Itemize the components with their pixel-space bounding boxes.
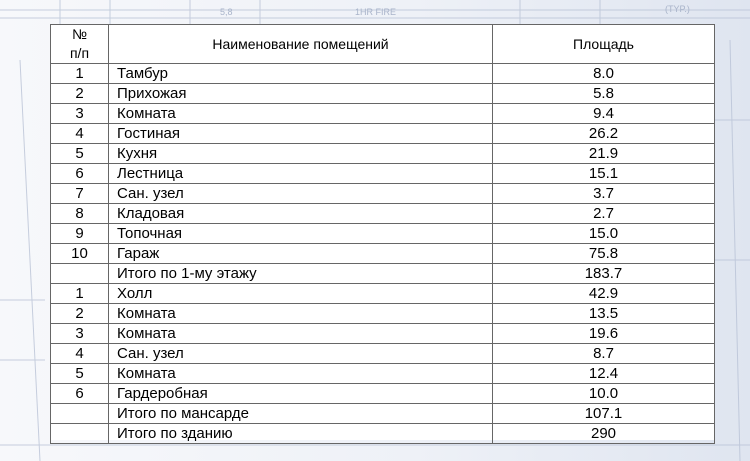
row-name-cell: Комната bbox=[109, 324, 493, 344]
row-number-cell: 6 bbox=[51, 384, 109, 404]
row-number-cell: 8 bbox=[51, 204, 109, 224]
row-name-cell: Сан. узел bbox=[109, 344, 493, 364]
row-name-cell: Лестница bbox=[109, 164, 493, 184]
row-area-cell: 290 bbox=[493, 424, 715, 444]
row-area-cell: 8.7 bbox=[493, 344, 715, 364]
row-name-cell: Гостиная bbox=[109, 124, 493, 144]
rooms-table bbox=[50, 24, 715, 444]
drawing-label-typ: (TYP.) bbox=[665, 4, 690, 14]
table-row bbox=[51, 384, 715, 404]
row-area-cell: 26.2 bbox=[493, 124, 715, 144]
row-name-cell: Холл bbox=[109, 284, 493, 304]
row-area-cell: 21.9 bbox=[493, 144, 715, 164]
table-body bbox=[51, 64, 715, 444]
row-name-cell: Итого по 1-му этажу bbox=[109, 264, 493, 284]
row-number-cell: 4 bbox=[51, 124, 109, 144]
row-area-cell: 12.4 bbox=[493, 364, 715, 384]
row-name-cell: Сан. узел bbox=[109, 184, 493, 204]
row-area-cell: 15.0 bbox=[493, 224, 715, 244]
table-row bbox=[51, 404, 715, 424]
row-number-cell: 2 bbox=[51, 304, 109, 324]
row-name-cell: Итого по зданию bbox=[109, 424, 493, 444]
row-number-cell: 1 bbox=[51, 284, 109, 304]
row-area-cell: 75.8 bbox=[493, 244, 715, 264]
row-area-cell: 10.0 bbox=[493, 384, 715, 404]
table-row bbox=[51, 324, 715, 344]
header-number-symbol: № bbox=[71, 26, 88, 42]
rooms-table-container bbox=[50, 24, 714, 440]
row-number-cell: 9 bbox=[51, 224, 109, 244]
table-row bbox=[51, 264, 715, 284]
table-header-row bbox=[51, 25, 715, 64]
row-name-cell: Кладовая bbox=[109, 204, 493, 224]
drawing-label-number: 5,8 bbox=[220, 7, 233, 17]
table-row bbox=[51, 204, 715, 224]
row-area-cell: 19.6 bbox=[493, 324, 715, 344]
row-number-cell: 3 bbox=[51, 324, 109, 344]
header-number-abbr: п/п bbox=[69, 45, 90, 61]
header-area: Площадь bbox=[493, 25, 715, 64]
row-name-cell: Гардеробная bbox=[109, 384, 493, 404]
table-row bbox=[51, 424, 715, 444]
table-row bbox=[51, 124, 715, 144]
row-number-cell bbox=[51, 264, 109, 284]
row-name-cell: Кухня bbox=[109, 144, 493, 164]
row-number-cell: 6 bbox=[51, 164, 109, 184]
table-row bbox=[51, 84, 715, 104]
row-name-cell: Тамбур bbox=[109, 64, 493, 84]
row-area-cell: 2.7 bbox=[493, 204, 715, 224]
row-area-cell: 13.5 bbox=[493, 304, 715, 324]
row-number-cell: 2 bbox=[51, 84, 109, 104]
row-area-cell: 15.1 bbox=[493, 164, 715, 184]
row-area-cell: 5.8 bbox=[493, 84, 715, 104]
row-number-cell bbox=[51, 424, 109, 444]
row-name-cell: Прихожая bbox=[109, 84, 493, 104]
drawing-label-fire: 1HR FIRE bbox=[355, 7, 397, 17]
row-name-cell: Комната bbox=[109, 304, 493, 324]
table-row bbox=[51, 184, 715, 204]
row-area-cell: 42.9 bbox=[493, 284, 715, 304]
table-row bbox=[51, 164, 715, 184]
row-name-cell: Комната bbox=[109, 364, 493, 384]
row-area-cell: 107.1 bbox=[493, 404, 715, 424]
row-name-cell: Итого по мансарде bbox=[109, 404, 493, 424]
row-number-cell bbox=[51, 404, 109, 424]
table-row bbox=[51, 304, 715, 324]
row-name-cell: Топочная bbox=[109, 224, 493, 244]
row-number-cell: 4 bbox=[51, 344, 109, 364]
row-number-cell: 5 bbox=[51, 364, 109, 384]
row-number-cell: 10 bbox=[51, 244, 109, 264]
row-area-cell: 3.7 bbox=[493, 184, 715, 204]
row-number-cell: 7 bbox=[51, 184, 109, 204]
row-name-cell: Гараж bbox=[109, 244, 493, 264]
table-row bbox=[51, 364, 715, 384]
header-room-name: Наименование помещений bbox=[109, 25, 493, 64]
row-name-cell: Комната bbox=[109, 104, 493, 124]
row-number-cell: 5 bbox=[51, 144, 109, 164]
table-row bbox=[51, 284, 715, 304]
table-row bbox=[51, 64, 715, 84]
table-row bbox=[51, 144, 715, 164]
table-row bbox=[51, 344, 715, 364]
table-row bbox=[51, 244, 715, 264]
table-row bbox=[51, 224, 715, 244]
table-row bbox=[51, 104, 715, 124]
row-number-cell: 3 bbox=[51, 104, 109, 124]
row-area-cell: 9.4 bbox=[493, 104, 715, 124]
row-area-cell: 183.7 bbox=[493, 264, 715, 284]
header-number bbox=[51, 25, 109, 64]
row-number-cell: 1 bbox=[51, 64, 109, 84]
row-area-cell: 8.0 bbox=[493, 64, 715, 84]
